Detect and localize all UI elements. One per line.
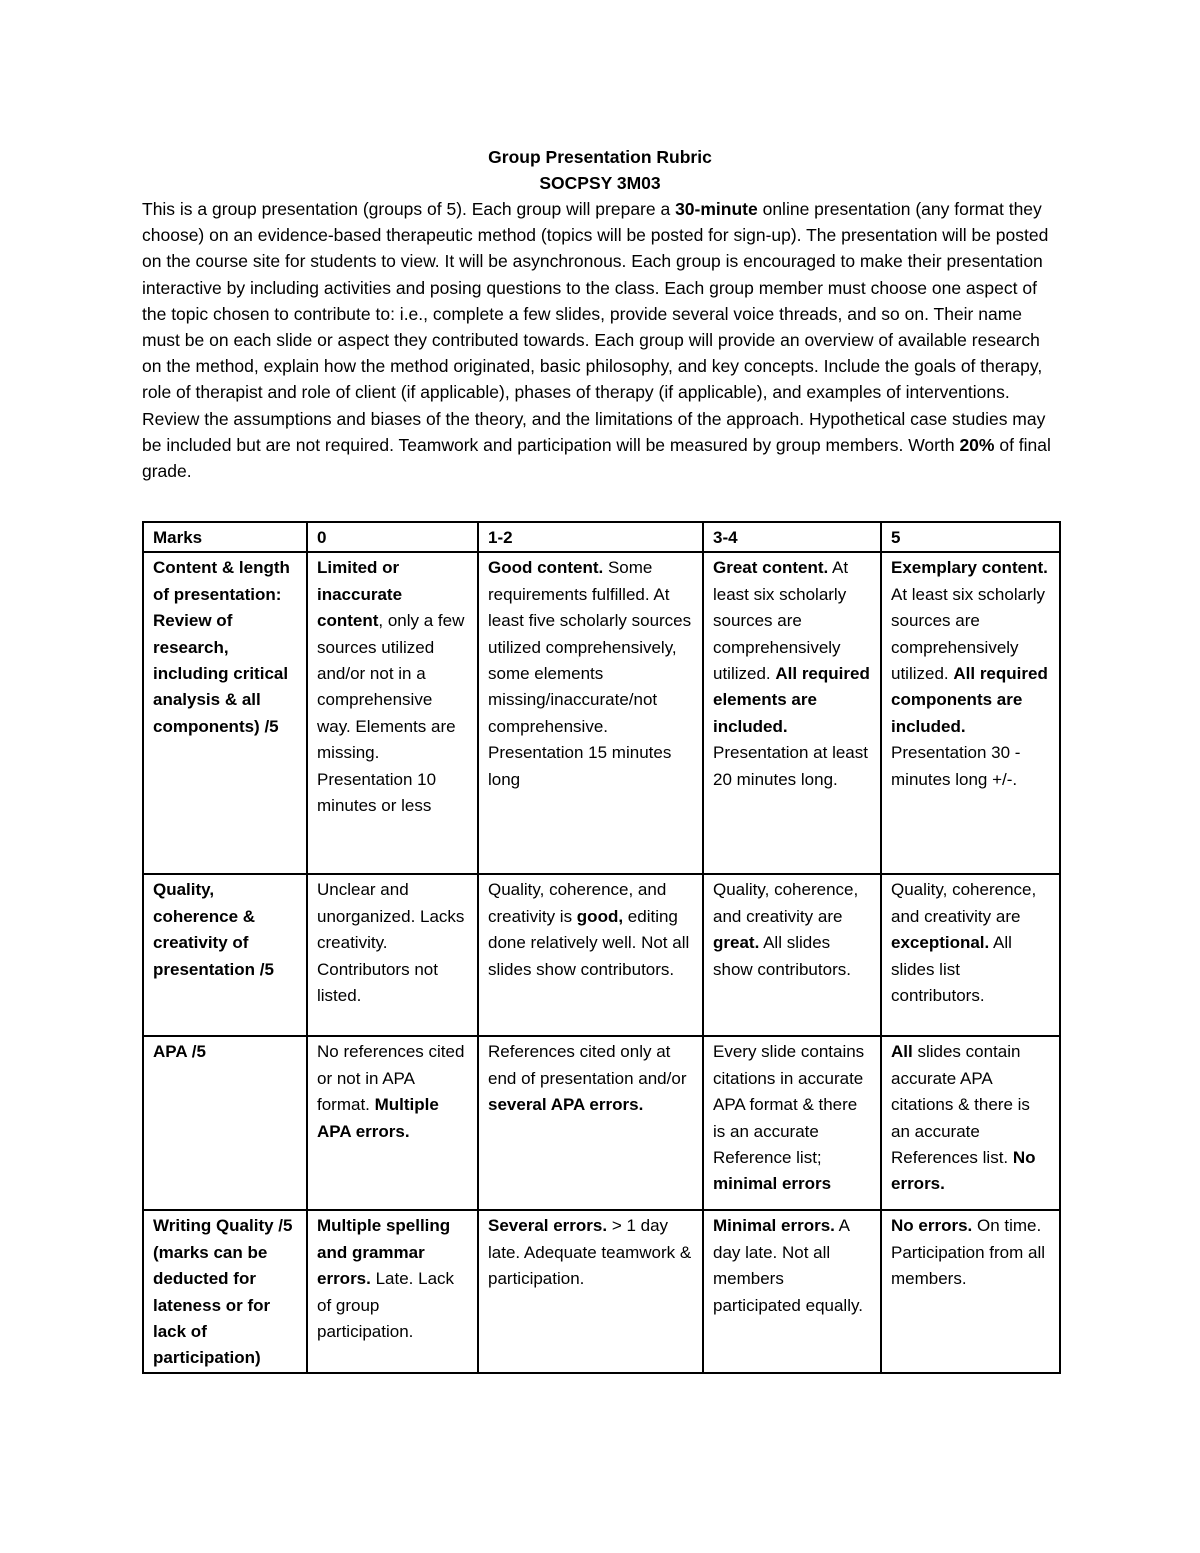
score-0-cell: Multiple spelling and grammar errors. Late. Lack of group participation. (307, 1210, 478, 1372)
score-3-4-cell: Every slide contains citations in accurate APA format & there is an accurate Reference list; minimal errors (703, 1036, 881, 1210)
score-0-cell: No references cited or not in APA format. Multiple APA errors. (307, 1036, 478, 1210)
table-header-row (143, 522, 1060, 552)
intro-text-3: of final grade. (142, 434, 1051, 482)
score-5-cell: No errors. On time. Participation from all members. (881, 1210, 1060, 1372)
header-cell-0: 0 (307, 522, 478, 552)
intro-paragraph (142, 196, 1062, 484)
page-title: Group Presentation Rubric (488, 147, 712, 167)
score-5-cell: Quality, coherence, and creativity are exceptional. All slides list contributors. (881, 874, 1060, 1036)
score-0-cell: Unclear and unorganized. Lacks creativity. Contributors not listed. (307, 874, 478, 1036)
criterion-writing: Writing Quality /5 (marks can be deducted for lateness or for lack of participation) (143, 1210, 307, 1372)
score-3-4-cell: Minimal errors. A day late. Not all members participated equally. (703, 1210, 881, 1372)
header-cell-3-4: 3-4 (703, 522, 881, 552)
score-0-cell: Limited or inaccurate content, only a few sources utilized and/or not in a comprehensive way. Elements are missing. Presentation 10 minutes or less (307, 552, 478, 874)
table-row (143, 1210, 1060, 1372)
header-cell-5: 5 (881, 522, 1060, 552)
header-cell-1-2: 1-2 (478, 522, 703, 552)
criterion-content: Content & length of presentation: Review of research, including critical analysis & all components) /5 (143, 552, 307, 874)
intro-text-2: online presentation (any format they choose) on an evidence-based therapeutic method (topics will be posted for sign-up). The presentation will be posted on the course site for students to view. It will be asynchronous. Each group is encouraged to make their presentation interactive by including activities and posing questions to the class. Each group member must choose one aspect of the topic chosen to contribute to: i.e., complete a few slides, provide several voice threads, and so on. Their name must be on each slide or aspect they contributed towards. Each group will provide an overview of available research on the method, explain how the method originated, basic philosophy, and key concepts. Include the goals of therapy, role of therapist and role of client (if applicable), phases of therapy (if applicable), and examples of interventions. Review the assumptions and biases of the theory, and the limitations of the approach. Hypothetical case studies may be included but are not required. Teamwork and participation will be measured by group members. Worth (142, 199, 1049, 455)
table-row (143, 552, 1060, 874)
score-1-2-cell: References cited only at end of presentation and/or several APA errors. (478, 1036, 703, 1210)
rubric-table (142, 521, 1061, 1374)
intro-bold-duration: 30-minute (675, 199, 758, 219)
score-3-4-cell: Quality, coherence, and creativity are great. All slides show contributors. (703, 874, 881, 1036)
table-row (143, 874, 1060, 1036)
table-row (143, 1036, 1060, 1210)
intro-text-1: This is a group presentation (groups of 5). Each group will prepare a (142, 199, 676, 219)
course-code: SOCPSY 3M03 (539, 173, 661, 193)
criterion-apa: APA /5 (143, 1036, 307, 1210)
score-1-2-cell: Quality, coherence, and creativity is good, editing done relatively well. Not all slides show contributors. (478, 874, 703, 1036)
header-cell-marks: Marks (143, 522, 307, 552)
score-5-cell: Exemplary content. At least six scholarly sources are comprehensively utilized. All required components are included. Presentation 30 - minutes long +/-. (881, 552, 1060, 874)
score-1-2-cell: Good content. Some requirements fulfilled. At least five scholarly sources utilized comprehensively, some elements missing/inaccurate/not comprehensive. Presentation 15 minutes long (478, 552, 703, 874)
score-1-2-cell: Several errors. > 1 day late. Adequate teamwork & participation. (478, 1210, 703, 1372)
intro-bold-weight: 20% (959, 434, 995, 455)
criterion-quality: Quality, coherence & creativity of presentation /5 (143, 874, 307, 1036)
score-5-cell: All slides contain accurate APA citations & there is an accurate References list. No errors. (881, 1036, 1060, 1210)
score-3-4-cell: Great content. At least six scholarly sources are comprehensively utilized. All required elements are included. Presentation at least 20 minutes long. (703, 552, 881, 874)
